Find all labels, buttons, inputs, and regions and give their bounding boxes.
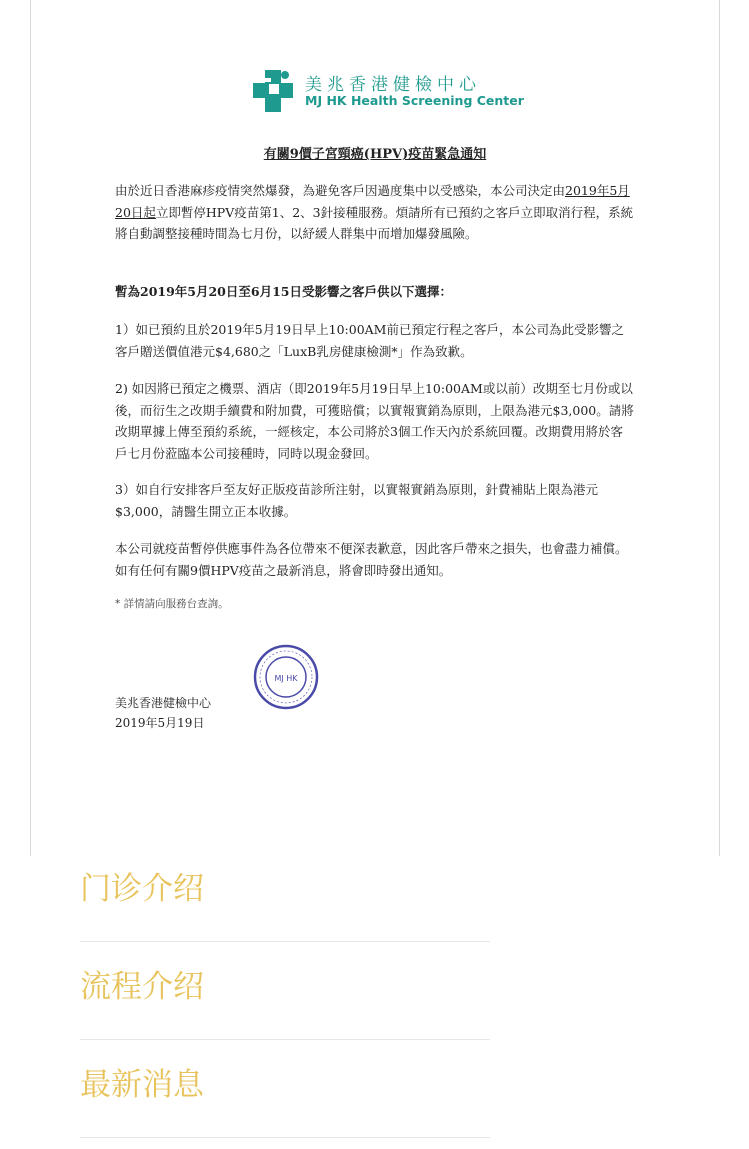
intro-date: 2019年5月20日起 bbox=[115, 183, 630, 220]
notice-paragraph-intro bbox=[115, 180, 635, 245]
intro-text-a: 由於近日香港麻疹疫情突然爆發，為避免客戶因過度集中以受感染，本公司決定由 bbox=[115, 183, 566, 198]
svg-text:MJ HK: MJ HK bbox=[274, 674, 298, 683]
notice-title: 有關9價子宮頸癌(HPV)疫苗緊急通知 bbox=[263, 147, 487, 162]
closing-paragraph: 本公司就疫苗暫停供應事件為各位帶來不便深表歉意，因此客戶帶來之損失，也會盡力補償。如有任何有關9價HPV疫苗之最新消息，將會即時發出通知。 bbox=[115, 541, 628, 578]
menu-item-latest-news[interactable] bbox=[80, 1041, 490, 1138]
menu-item-clinic-intro[interactable] bbox=[80, 845, 490, 942]
company-seal-stamp bbox=[253, 644, 319, 710]
option-3: 3）如自行安排客戶至友好正版疫苗診所注射，以實報實銷為原則，針費補貼上限為港元$3,000，請醫生開立正本收據。 bbox=[115, 482, 598, 519]
footnote: * 詳情請向服務台查詢。 bbox=[115, 598, 229, 610]
signature-organization: 美兆香港健檢中心 bbox=[115, 696, 212, 710]
logo-english-name: MJ HK Health Screening Center bbox=[305, 93, 524, 108]
menu-item-label: 最新消息 bbox=[80, 1067, 204, 1103]
logo-chinese-name: 美兆香港健檢中心 bbox=[305, 75, 481, 95]
intro-text-b: 立即暫停HPV疫苗第1、2、3針接種服務。煩請所有已預約之客戶立即取消行程，系統將自動調整接種時間為七月份，以紓緩人群集中而增加爆發風險。 bbox=[115, 204, 634, 241]
options-heading: 暫為2019年5月20日至6月15日受影響之客戶供以下選擇： bbox=[115, 284, 452, 299]
menu-item-label: 门诊介绍 bbox=[80, 871, 204, 907]
menu-item-process-intro[interactable] bbox=[80, 943, 490, 1040]
notice-document bbox=[30, 0, 720, 856]
signature-date: 2019年5月19日 bbox=[115, 716, 205, 730]
medical-cross-icon bbox=[249, 66, 299, 116]
option-2: 2) 如因將已預定之機票、酒店（即2019年5月19日早上10:00AM或以前）改期至七月份或以後，而衍生之改期手續費和附加費，可獲賠償；以實報實銷為原則，上限為港元$3,000。請將改期單據上傳至預約系統，一經核定，本公司將於3個工作天內於系統回覆。改期費用將於客戶七月份蒞臨本公司接種時，同時以現金發回。 bbox=[115, 381, 634, 461]
option-1: 1）如已預約且於2019年5月19日早上10:00AM前已預定行程之客戶，本公司為此受影響之客戶贈送價值港元$4,680之「LuxB乳房健康檢測*」作為致歉。 bbox=[115, 322, 624, 359]
menu-item-label: 流程介绍 bbox=[80, 969, 204, 1005]
company-logo bbox=[249, 66, 524, 116]
